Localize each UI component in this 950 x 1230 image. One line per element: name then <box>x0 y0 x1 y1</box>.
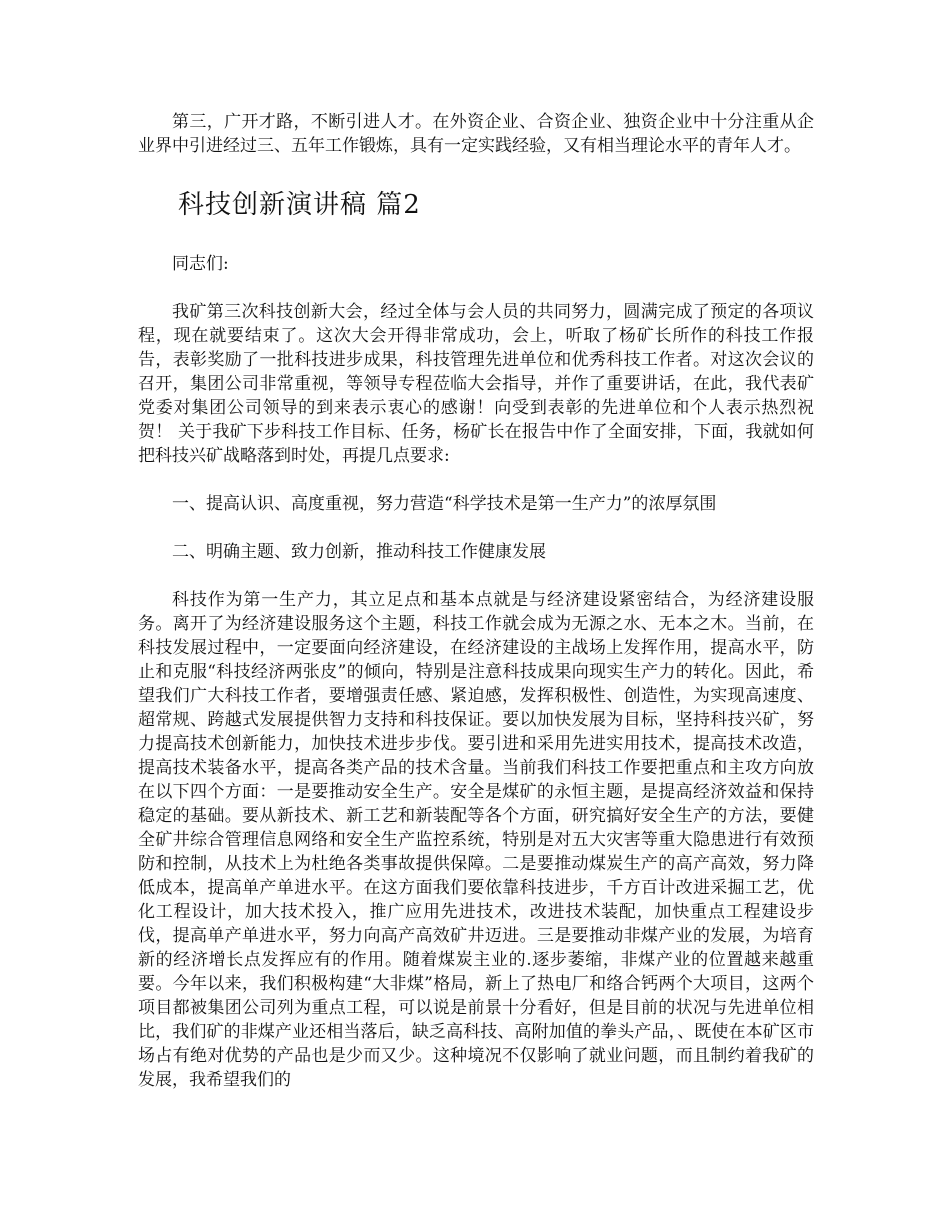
body-paragraph-1: 我矿第三次科技创新大会，经过全体与会人员的共同努力，圆满完成了预定的各项议程，现在就要结束了。这次大会开得非常成功，会上，听取了杨矿长所作的科技工作报告，表彰奖励了一批科技进步成果，科技管理先进单位和优秀科技工作者。对这次会议的召开，集团公司非常重视，等领导专程莅临大会指导，并作了重要讲话，在此，我代表矿党委对集团公司领导的到来表示衷心的感谢！向受到表彰的先进单位和个人表示热烈祝贺！ 关于我矿下步科技工作目标、任务，杨矿长在报告中作了全面安排，下面，我就如何把科技兴矿战略落到时处，再提几点要求: <box>138 302 814 466</box>
spacer <box>138 222 814 252</box>
document-page <box>138 110 814 1092</box>
point-heading-2: 二、明确主题、致力创新，推动科技工作健康发展 <box>172 542 546 562</box>
greeting: 同志们: <box>172 254 229 274</box>
spacer <box>138 468 814 492</box>
spacer <box>138 516 814 540</box>
section-title: 科技创新演讲稿 篇2 <box>178 190 421 220</box>
point-heading-1: 一、提高认识、高度重视，努力营造“科学技术是第一生产力”的浓厚氛围 <box>172 494 717 514</box>
spacer <box>138 158 814 188</box>
spacer <box>138 564 814 588</box>
spacer <box>138 276 814 300</box>
body-paragraph-2: 科技作为第一生产力，其立足点和基本点就是与经济建设紧密结合，为经济建设服务。离开了为经济建设服务这个主题，科技工作就会成为无源之水、无本之木。当前，在科技发展过程中，一定要面向经济建设，在经济建设的主战场上发挥作用，提高水平，防止和克服“科技经济两张皮”的倾向，特别是注意科技成果向现实生产力的转化。因此，希望我们广大科技工作者，要增强责任感、紧迫感，发挥积极性、创造性，为实现高速度、超常规、跨越式发展提供智力支持和科技保证。要以加快发展为目标，坚持科技兴矿，努力提高技术创新能力，加快技术进步步伐。要引进和采用先进实用技术，提高技术改造，提高技术装备水平，提高各类产品的技术含量。当前我们科技工作要把重点和主攻方向放在以下四个方面：一是要推动安全生产。安全是煤矿的永恒主题，是提高经济效益和保持稳定的基础。要从新技术、新工艺和新装配等各个方面，研究搞好安全生产的方法，要健全矿井综合管理信息网络和安全生产监控系统，特别是对五大灾害等重大隐患进行有效预防和控制，从技术上为杜绝各类事故提供保障。二是要推动煤炭生产的高产高效，努力降低成本，提高单产单进水平。在这方面我们要依靠科技进步，千方百计改进采掘工艺，优化工程设计，加大技术投入，推广应用先进技术，改进技术装配，加快重点工程建设步伐，提高单产单进水平，努力向高产高效矿井迈进。三是要推动非煤产业的发展，为培育新的经济增长点发挥应有的作用。随着煤炭主业的.逐步萎缩，非煤产业的位置越来越重要。今年以来，我们积极构建“大非煤”格局，新上了热电厂和络合钙两个大项目，这两个项目都被集团公司列为重点工程，可以说是前景十分看好，但是目前的状况与先进单位相比，我们矿的非煤产业还相当落后，缺乏高科技、高附加值的拳头产品，、既使在本矿区市场占有绝对优势的产品也是少而又少。这种境况不仅影响了就业问题，而且制约着我矿的发展，我希望我们的 <box>138 590 814 1090</box>
intro-paragraph: 第三，广开才路，不断引进人才。在外资企业、合资企业、独资企业中十分注重从企业界中引进经过三、五年工作锻炼，具有一定实践经验，又有相当理论水平的青年人才。 <box>138 112 814 156</box>
